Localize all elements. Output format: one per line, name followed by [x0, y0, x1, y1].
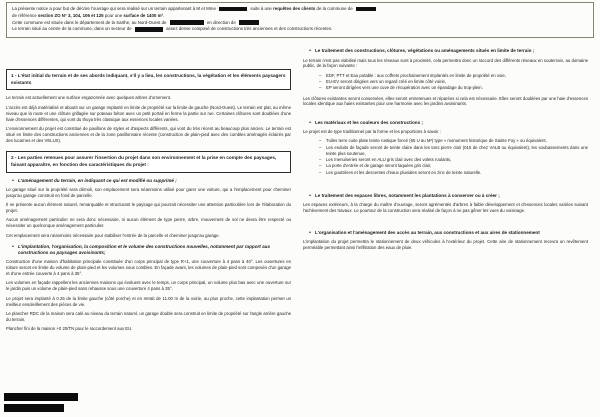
redaction-bar — [4, 404, 64, 412]
right-column — [303, 43, 588, 336]
section-2-title-box: 2 - Les parties retenues pour assurer l'insertion du projet dans son environnement et la prise en compte des paysages, faisant apparaître, en fonction des caractéristiques du projet : — [6, 151, 291, 172]
bullet-icon: • — [309, 192, 311, 199]
bullet-paragraph: Les volumes en façade rappellent les anciennes maisons qui évoluent avec le temps, un corps principal, un volume plus bas avec une ouverture sur le jardin puis un volume de plain-pied sans rehausse sous une couverture 4 pans à 35°. — [6, 280, 291, 292]
header-text: de la commune de — [316, 6, 353, 11]
bullet-espaces-libres — [303, 193, 588, 199]
section-1-title-box: 1 - L'état initial du terrain et de ses abords indiquant, s'il y a lieu, les constructions, la végétation et les éléments paysagers existants — [6, 69, 291, 90]
bullet-title: Le traitement des constructions, clôtures, végétations ou aménagements situés en limite de terrain ; — [314, 48, 535, 54]
bullet-paragraph: L'implantation du projet permettra le stationnement de deux véhicules à l'extérieur du projet. Cette aire de stationnement recevra un revêtement perméable permettant ainsi l'infiltration des eaux de pluie. — [303, 239, 588, 251]
header-text: assez dense composé de constructions très anciennes et des constructions récentes. — [166, 26, 333, 32]
redaction-bar — [135, 27, 163, 32]
two-column-layout — [6, 43, 594, 336]
header-text: La présente notice a pour but de décrire l'ouvrage qui sera réalisé sur un terrain appartenant à M et Mme — [12, 6, 216, 11]
sub-list-item: – La porte d'entrée et de garage seront laquées gris clair, — [319, 163, 588, 169]
section-1-paragraph: L'environnement du projet est constitué de pavillons de styles et d'aspects différents, qui vont du très récent au beaucoup plus ancien. Le terrain est situé en limite des constructions anciennes et de la zone pavillonnaire récente (construction de plain-pied avec des combles aménagés éclairés par des lucarnes et des VELUX). — [6, 126, 291, 143]
bullet-title: Le traitement des espaces libres, notamment les plantations à conserver ou à créer ; — [314, 192, 500, 198]
spacer — [303, 111, 588, 115]
header-text: pour une — [104, 12, 123, 18]
header-text: . — [162, 12, 165, 18]
bullet-materiaux-couleurs — [303, 120, 588, 126]
bullet-paragraph: Le projet est de type traditionnel par la forme et les proportions à savoir : — [303, 129, 442, 135]
header-text-bold: requêtes des clients — [273, 6, 316, 11]
bullet-paragraph: Le garage situé sur la propriété sera démoli, son emplacement sera néanmoins utilisé pour garer une voiture, qui a l'emplacement pour cheminer jusqu'au garage construit en fond de parcelle. — [6, 186, 291, 198]
bullet-paragraph: Le plancher RDC de la maison sera calé au niveau du terrain naturel, un garage double sera construit en limite de propriété sur l'angle arrière gauche du terrain. — [6, 311, 291, 322]
header-text: de référence — [12, 12, 37, 18]
sub-list-item: – Les menuiseries seront en ALU gris clair avec des volets roulants, — [319, 157, 588, 163]
bullet-acces-stationnement — [303, 230, 588, 236]
sub-list-item: – Les enduits de façade seront de teinte claire dans les tons pierre clair (015 de chez VALB ou équivalent), les soubassements dans une teinte plus soutenue, — [319, 145, 588, 157]
header-text: Cette commune est située dans le département de la Sarthe, au Nord-Ouest de — [12, 19, 167, 25]
bullet-paragraph: Construction d'une maison d'habitation principale constituée d'un corps principal de type R+1, une couverture à 4 pans à 40°. Les ouvertures en toiture seront en limite du volume de plain-pied et les volumes sous combles. En façade avant, les volumes de plain-pied sont composés d'un garage et d'une entrée couverte à 4 pans à 35°. — [6, 259, 291, 276]
bullet-icon: • — [12, 177, 14, 184]
bullet-icon: • — [309, 230, 311, 237]
sub-list-item: – EDF, PTT et Eau potable : aux coffrets prochainement implantés en limite de propriété en voie, — [319, 73, 588, 79]
redaction-bar — [4, 393, 78, 401]
bullet-title: L'organisation et l'aménagement des accès au terrain, aux constructions et aux aires de stationnement — [314, 230, 540, 236]
bullet-paragraph: Aucun aménagement particulier ne sera donc nécessaire, ni aucun élément de type pierre, arbre, mouvement de sol ne devra être respecté ou nécessiter un quelconque aménagement particulier. — [6, 217, 291, 229]
materiaux-sub-list — [319, 138, 588, 175]
header-line-2 — [12, 13, 588, 20]
header-text: suite à une — [250, 6, 272, 11]
bullet-icon: • — [309, 48, 311, 55]
section-1-paragraph: L'accès est déjà matérialisé et aboutit sur un garage implanté en limite de propriété sur la limite de gauche (Nord-Ouest). Le terrain est plat, au même niveau que la route et une clôture grillagée sur poteaux béton avec un petit portail en ferme la partie sur rue. Certaines clôtures sont doublées d'une haie d'essences différentes, qui vont du thuya très classique aux essences locales variées. — [6, 104, 291, 122]
header-text-bold: section ZO N° 3, 104, 106 et 125 — [37, 12, 104, 18]
bullet-title: Les matériaux et les couleurs des constructions ; — [314, 119, 423, 125]
header-line-3 — [12, 20, 588, 27]
spacer — [6, 43, 291, 69]
sub-list-item: – Tuiles terre cuite plate teinte rustique foncé (65 U au M²) type « monument historique de Sainte Foy » ou équivalent, — [319, 138, 588, 144]
header-line-1 — [12, 6, 588, 13]
footer-redactions — [4, 393, 78, 412]
header-line-4 — [12, 26, 588, 33]
project-header-box — [6, 2, 594, 38]
sub-list-item: – EP seront dirigées vers une cuve de récupération avec un épandage du trop-plein. — [319, 85, 588, 91]
header-text-bold: surface de 1400 m² — [123, 12, 163, 18]
bullet-title: L'aménagement du terrain, en indiquant ce qui est modifié ou supprimé ; — [17, 177, 177, 183]
left-column — [6, 43, 291, 336]
bullet-paragraph: Le terrain n'est pas viabilisé mais tous les réseaux sont à proximité, cela permettra donc un raccord des différents réseaux en souterrain, au domaine public, de la façon suivante : — [303, 57, 588, 69]
bullet-traitement-constructions — [303, 48, 588, 54]
redaction-bar — [219, 7, 247, 12]
sub-list-item: – EU-EV seront dirigées vers un regard créé en limite côté voirie, — [319, 79, 588, 85]
redaction-bar — [356, 7, 376, 12]
bullet-paragraph: Le projet sera implanté à 0.25 de la limite gauche (côté porche) et en retrait de 11.00 m de la voirie, au plus proche, cette implantation permet un meilleur ensoleillement des pièces de vie. — [6, 295, 291, 307]
section-1-paragraph: Le terrain est actuellement une surface engazonnée avec quelques arbres d'ornement. — [6, 95, 172, 101]
reseaux-sub-list — [319, 73, 588, 92]
spacer — [303, 217, 588, 225]
bullet-amenagement — [6, 178, 291, 184]
redaction-bar — [239, 20, 259, 25]
bullet-icon: • — [12, 243, 14, 250]
bullet-title: L'implantation, l'organisation, la composition et le volume des constructions nouvelles, notamment par rapport aux constructions ou paysages avoisinants; — [17, 243, 271, 255]
header-text: en direction de — [206, 19, 236, 25]
header-text: Le terrain situé au centre de la commune, dans un secteur de — [12, 26, 132, 32]
bullet-implantation — [6, 244, 291, 256]
bullet-icon: • — [309, 119, 311, 126]
redaction-bar — [170, 20, 204, 25]
sub-list-item: – Les gouttières et les descentes d'eaux pluviales seront en zinc de teinte naturelle. — [319, 170, 588, 176]
bullet-paragraph: Plancher fini de la maison +0 20/TN pour le raccordement aux EU. — [6, 326, 133, 332]
spacer — [303, 180, 588, 188]
bullet-paragraph: Cet emplacement sera néanmoins nécessaire pour stabiliser l'entrée de la parcelle et cheminer jusqu'au garage. — [6, 232, 220, 238]
bullet-paragraph: Il ne présente aucun élément naturel, remarquable et structurant le paysage qui pourrait nécessiter une attention particulière lors de l'élaboration du projet. — [6, 202, 291, 214]
bullet-paragraph: Les clôtures existantes seront conservées, elles seront entretenues et réparées si cela est nécessaire. Elles seront doublées par une haie d'essences locales identique aux haies existantes pour une harmonie avec les jardins avoisinants. — [303, 95, 588, 107]
bullet-paragraph: Les espaces extérieurs, à la charge du maître d'ouvrage, seront agrémentés d'arbres à faible développement et d'essences locales variées suivant l'achèvement des travaux. Le pourtour de la construction sera réalisé de façon à ne pas gêner les vues du voisinage. — [303, 201, 588, 213]
